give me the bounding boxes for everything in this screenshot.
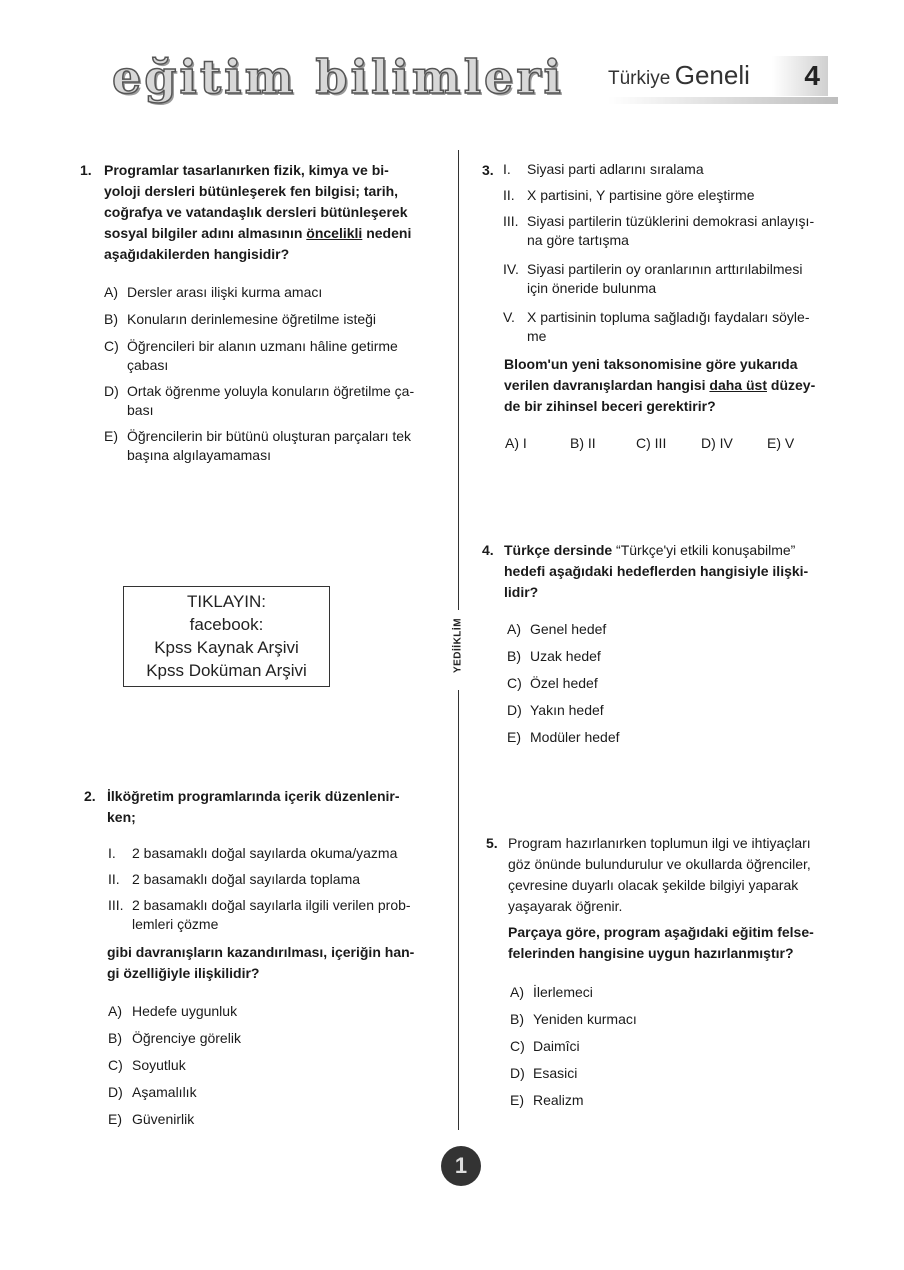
option-text: Öğrenciye görelik [132, 1030, 241, 1046]
option-b[interactable] [570, 434, 620, 453]
stem-line: ken; [107, 809, 136, 825]
item-text [527, 308, 809, 346]
prompt-line: Parçaya göre, program aşağıdaki eğitim felse- [508, 924, 814, 940]
question-2 [84, 786, 444, 836]
underlined-text: daha üst [709, 377, 767, 393]
header-subtitle-small: Türkiye [608, 68, 671, 89]
item-text [527, 212, 814, 250]
option-d[interactable] [701, 434, 751, 453]
item-text [527, 260, 802, 298]
option-text [127, 427, 411, 465]
option-text: Konuların derinlemesine öğretilme isteği [127, 311, 377, 327]
stem-line: İlköğretim programlarında içerik düzenlenir- [107, 788, 400, 804]
option-text: Uzak hedef [530, 648, 601, 664]
option-label: C) [104, 338, 119, 354]
item-line: X partisinin topluma sağladığı faydaları söyle- [527, 309, 810, 325]
question-5-prompt [508, 922, 848, 964]
roman-label: II. [108, 871, 120, 887]
option-text: Yakın hedef [530, 702, 604, 718]
question-stem [504, 540, 844, 603]
option-text: Dersler arası ilişki kurma amacı [127, 284, 323, 300]
question-1 [80, 160, 440, 270]
option-text: Hedefe uygunluk [132, 1003, 238, 1019]
underlined-text: öncelikli [306, 225, 363, 241]
option-text: V [784, 435, 795, 451]
option-text [127, 382, 414, 420]
stem-line: hedefi aşağıdaki hedeflerden hangisiyle ilişki- [504, 563, 809, 579]
option-label: B) [507, 648, 521, 664]
option-label: A) [510, 984, 524, 1000]
question-2-prompt [107, 942, 447, 984]
roman-label: I. [503, 161, 511, 177]
option-text: İlerlemeci [533, 984, 593, 1000]
option-label: E) [767, 435, 781, 451]
column-divider-top [458, 150, 459, 610]
question-number: 3. [482, 162, 494, 178]
prompt-text: verilen davranışlardan hangisi [504, 377, 710, 393]
option-text: II [587, 435, 596, 451]
quoted-goal: “Türkçe'yi etkili konuşabilme” [612, 542, 796, 558]
question-number: 4. [482, 542, 494, 558]
option-label: A) [505, 435, 519, 451]
question-stem [508, 833, 848, 917]
stem-line: Program hazırlanırken toplumun ilgi ve ihtiyaçları [508, 835, 811, 851]
prompt-line [504, 375, 844, 396]
option-line: çabası [127, 357, 169, 373]
question-number: 2. [84, 788, 96, 804]
option-label: D) [104, 383, 119, 399]
option-label: A) [108, 1003, 122, 1019]
stem-text: sosyal bilgiler adını almasının [104, 225, 307, 241]
option-text: III [654, 435, 667, 451]
option-label: E) [108, 1111, 122, 1127]
stem-line: göz önünde bulundurulur ve okullarda öğrenciler, [508, 856, 811, 872]
option-line: Öğrencileri bir alanın uzmanı hâline getirme [127, 338, 398, 354]
item-line: Siyasi partilerin tüzüklerini demokrasi anlayışı- [527, 213, 815, 229]
header-subtitle-large: Geneli [674, 60, 750, 90]
option-label: D) [701, 435, 716, 451]
stem-line: yoloji dersleri bütünleşerek fen bilgisi; tarih, [104, 183, 399, 199]
item-text: 2 basamaklı doğal sayılarda toplama [132, 871, 361, 887]
roman-label: V. [503, 309, 515, 325]
header-subtitle [608, 60, 750, 91]
option-e[interactable] [767, 434, 817, 453]
header-underline-bar [608, 97, 838, 104]
roman-label: II. [503, 187, 515, 203]
option-text: Yeniden kurmacı [533, 1011, 637, 1027]
stem-line: yaşayarak öğrenir. [508, 898, 623, 914]
option-text: Realizm [533, 1092, 584, 1108]
option-label: A) [104, 284, 118, 300]
option-label: E) [507, 729, 521, 745]
question-number: 5. [486, 835, 498, 851]
option-text: Modüler hedef [530, 729, 620, 745]
stem-line: Programlar tasarlanırken fizik, kimya ve bi- [104, 162, 389, 178]
column-divider-bottom [458, 690, 459, 1130]
brand-text: YEDİİKLİM [452, 617, 464, 674]
option-text: Güvenirlik [132, 1111, 195, 1127]
option-c[interactable] [636, 434, 686, 453]
item-line: me [527, 328, 547, 344]
stem-line [104, 223, 444, 244]
question-number: 1. [80, 162, 92, 178]
option-text: Soyutluk [132, 1057, 186, 1073]
option-line: Ortak öğrenme yoluyla konuların öğretilme ça- [127, 383, 415, 399]
divider-brand-label [449, 610, 467, 688]
box-line: facebook: [189, 615, 264, 634]
stem-line: lidir? [504, 584, 539, 600]
option-text: Özel hedef [530, 675, 598, 691]
option-label: D) [507, 702, 522, 718]
question-stem [107, 786, 447, 828]
item-line: 2 basamaklı doğal sayılarla ilgili verilen prob- [132, 897, 411, 913]
question-3-prompt [504, 354, 844, 417]
option-label: B) [104, 311, 118, 327]
item-line: için öneride bulunma [527, 280, 657, 296]
option-text [127, 337, 398, 375]
test-number: 4 [772, 56, 828, 96]
option-a[interactable] [505, 434, 555, 453]
option-text: Daimîci [533, 1038, 580, 1054]
roman-label: III. [503, 213, 519, 229]
option-label: A) [507, 621, 521, 637]
stem-line: çevresine duyarlı olacak şekilde bilgiyi yaparak [508, 877, 799, 893]
option-label: C) [510, 1038, 525, 1054]
item-line: na göre tartışma [527, 232, 629, 248]
stem-line: aşağıdakilerden hangisidir? [104, 246, 290, 262]
option-text: Aşamalılık [132, 1084, 197, 1100]
question-stem [104, 160, 444, 265]
option-label: E) [104, 428, 118, 444]
prompt-text: düzey- [767, 377, 816, 393]
option-line: Öğrencilerin bir bütünü oluşturan parçaları tek [127, 428, 412, 444]
facebook-notice-box[interactable] [123, 586, 330, 687]
option-label: E) [510, 1092, 524, 1108]
item-text [132, 896, 411, 934]
header-title: eğitim bilimleri [112, 50, 565, 104]
option-line: bası [127, 402, 154, 418]
box-line: TIKLAYIN: [186, 592, 267, 611]
option-text: I [522, 435, 527, 451]
option-label: D) [108, 1084, 123, 1100]
roman-label: I. [108, 845, 116, 861]
prompt-line: felerinden hangisine uygun hazırlanmıştır? [508, 945, 794, 961]
option-label: B) [510, 1011, 524, 1027]
option-text: Esasici [533, 1065, 578, 1081]
option-text: IV [719, 435, 733, 451]
stem-line [504, 540, 844, 561]
option-label: C) [636, 435, 651, 451]
item-text: 2 basamaklı doğal sayılarda okuma/yazma [132, 845, 398, 861]
prompt-line: de bir zihinsel beceri gerektirir? [504, 398, 716, 414]
stem-text: nedeni [362, 225, 412, 241]
box-line: Kpss Kaynak Arşivi [154, 638, 299, 657]
option-text: Genel hedef [530, 621, 607, 637]
item-line: lemleri çözme [132, 916, 219, 932]
prompt-line: gibi davranışların kazandırılması, içeriğin han- [107, 944, 415, 960]
roman-label: IV. [503, 261, 519, 277]
stem-text: Türkçe dersinde [504, 542, 613, 558]
option-label: B) [570, 435, 584, 451]
prompt-line: Bloom'un yeni taksonomisine göre yukarıda [504, 356, 798, 372]
item-line: Siyasi partilerin oy oranlarının arttırılabilmesi [527, 261, 803, 277]
option-label: B) [108, 1030, 122, 1046]
option-label: C) [108, 1057, 123, 1073]
item-text: Siyasi parti adlarını sıralama [527, 161, 704, 177]
stem-line: coğrafya ve vatandaşlık dersleri bütünleşerek [104, 204, 408, 220]
page-number-badge: 1 [441, 1146, 481, 1186]
option-label: D) [510, 1065, 525, 1081]
item-text: X partisini, Y partisine göre eleştirme [527, 187, 755, 203]
option-label: C) [507, 675, 522, 691]
option-line: başına algılayamaması [127, 447, 271, 463]
box-line: Kpss Doküman Arşivi [146, 661, 307, 680]
roman-label: III. [108, 897, 124, 913]
prompt-line: gi özelliğiyle ilişkilidir? [107, 965, 260, 981]
